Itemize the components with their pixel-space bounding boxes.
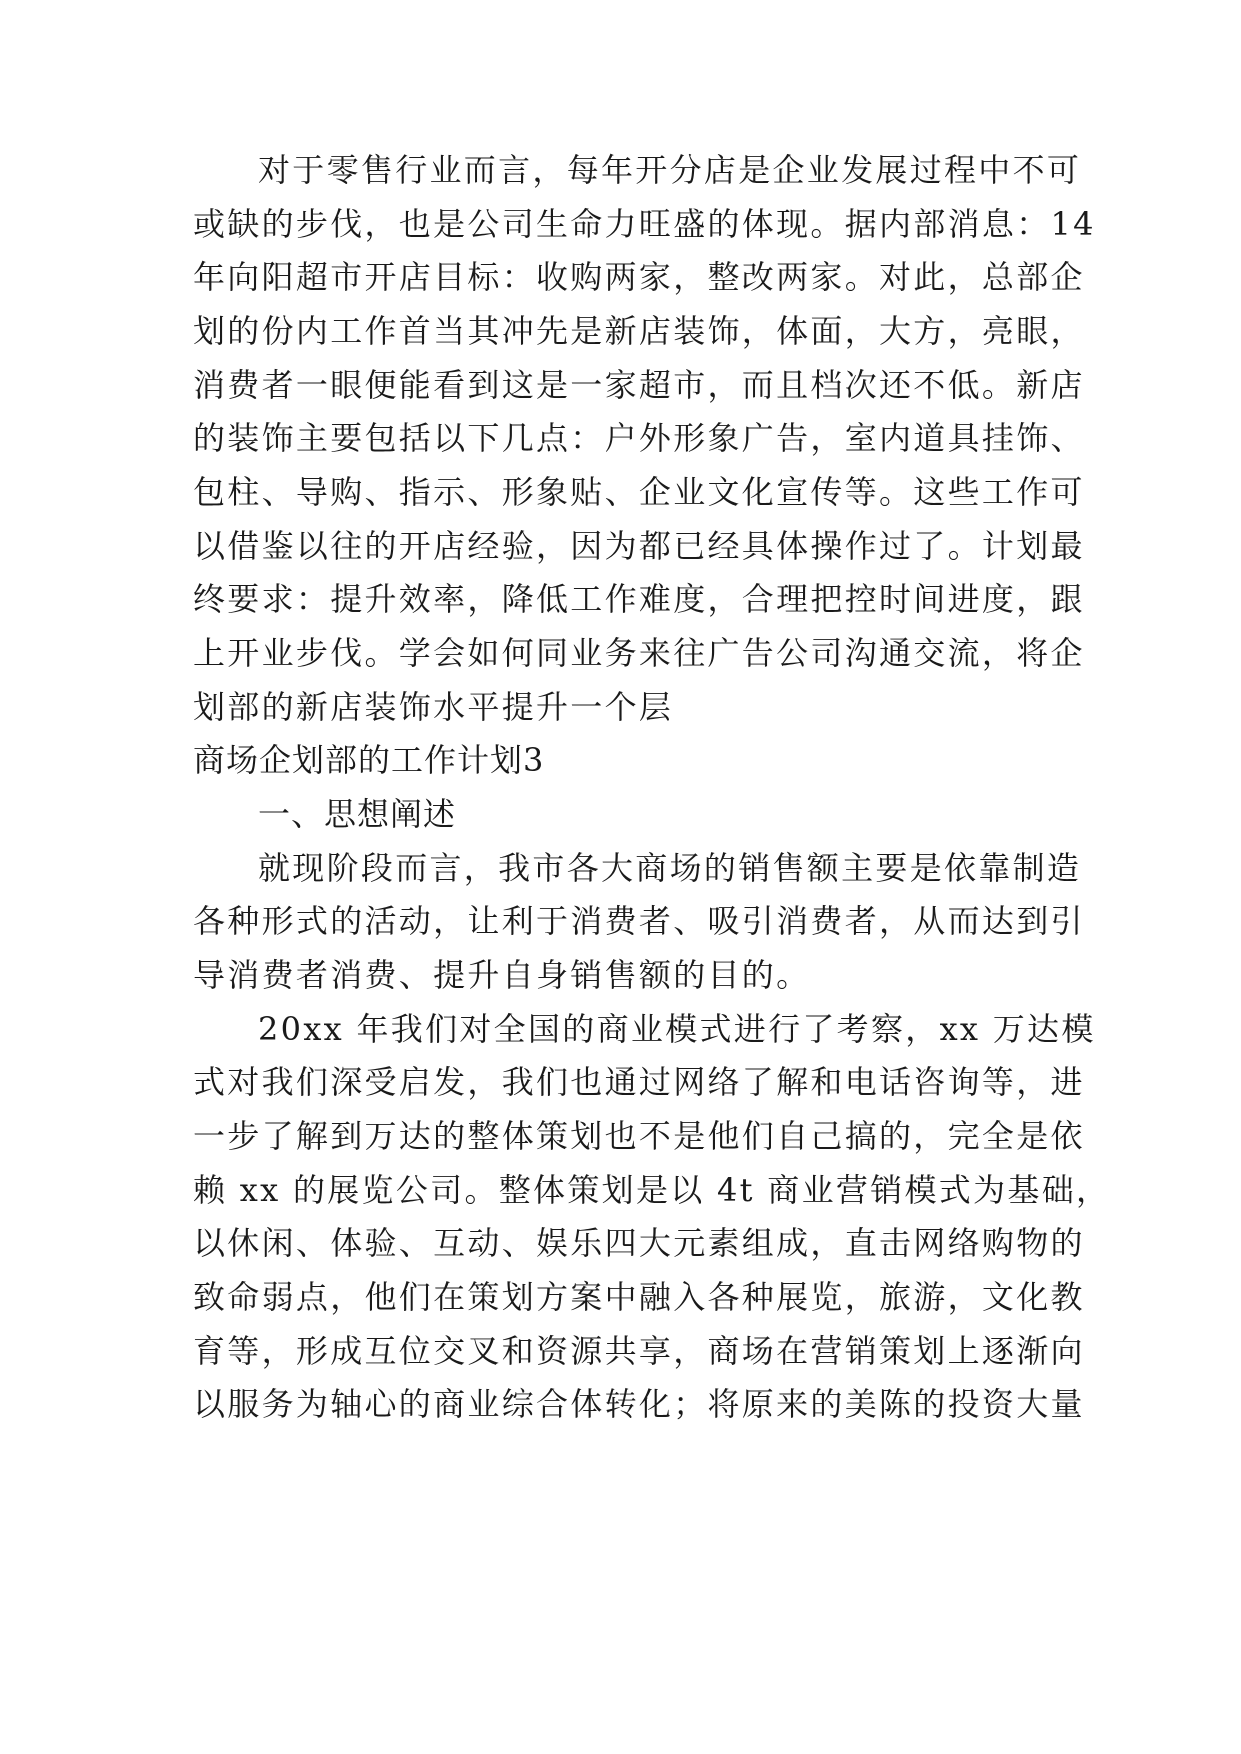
paragraph-3-line-6: 致命弱点，他们在策划方案中融入各种展览，旅游，文化教 [193,1278,1085,1316]
paragraph-3-line-1: 20xx 年我们对全国的商业模式进行了考察，xx 万达模 [258,1010,1096,1048]
paragraph-1-line-11: 划部的新店装饰水平提升一个层 [193,688,674,726]
paragraph-2-line-2: 各种形式的活动，让利于消费者、吸引消费者，从而达到引 [193,902,1085,940]
paragraph-1-line-9: 终要求：提升效率，降低工作难度，合理把控时间进度，跟 [193,580,1085,618]
paragraph-2-line-3: 导消费者消费、提升自身销售额的目的。 [193,956,811,994]
paragraph-3-line-3: 一步了解到万达的整体策划也不是他们自己搞的，完全是依 [193,1117,1085,1155]
paragraph-3-line-4: 赖 xx 的展览公司。整体策划是以 4t 商业营销模式为基础， [193,1171,1111,1209]
paragraph-1-line-4: 划的份内工作首当其冲先是新店装饰，体面，大方，亮眼， [193,312,1085,350]
paragraph-1-line-3: 年向阳超市开店目标：收购两家，整改两家。对此，总部企 [193,258,1085,296]
paragraph-1-line-7: 包柱、导购、指示、形象贴、企业文化宣传等。这些工作可 [193,473,1085,511]
paragraph-1-line-6: 的装饰主要包括以下几点：户外形象广告，室内道具挂饰、 [193,419,1085,457]
paragraph-1-line-2: 或缺的步伐，也是公司生命力旺盛的体现。据内部消息：14 [193,205,1096,243]
paragraph-3-line-8: 以服务为轴心的商业综合体转化；将原来的美陈的投资大量 [193,1385,1085,1423]
paragraph-2-line-1: 就现阶段而言，我市各大商场的销售额主要是依靠制造 [258,849,1082,887]
subsection-title: 一、思想阐述 [258,795,457,833]
paragraph-1-line-5: 消费者一眼便能看到这是一家超市，而且档次还不低。新店 [193,366,1085,404]
section-title: 商场企划部的工作计划3 [193,741,545,779]
paragraph-1-line-10: 上开业步伐。学会如何同业务来往广告公司沟通交流，将企 [193,634,1085,672]
paragraph-3-line-7: 育等，形成互位交叉和资源共享，商场在营销策划上逐渐向 [193,1332,1085,1370]
paragraph-3-line-5: 以休闲、体验、互动、娱乐四大元素组成，直击网络购物的 [193,1224,1085,1262]
paragraph-3-line-2: 式对我们深受启发，我们也通过网络了解和电话咨询等，进 [193,1063,1085,1101]
paragraph-1-line-1: 对于零售行业而言，每年开分店是企业发展过程中不可 [258,151,1082,189]
paragraph-1-line-8: 以借鉴以往的开店经验，因为都已经具体操作过了。计划最 [193,527,1085,565]
